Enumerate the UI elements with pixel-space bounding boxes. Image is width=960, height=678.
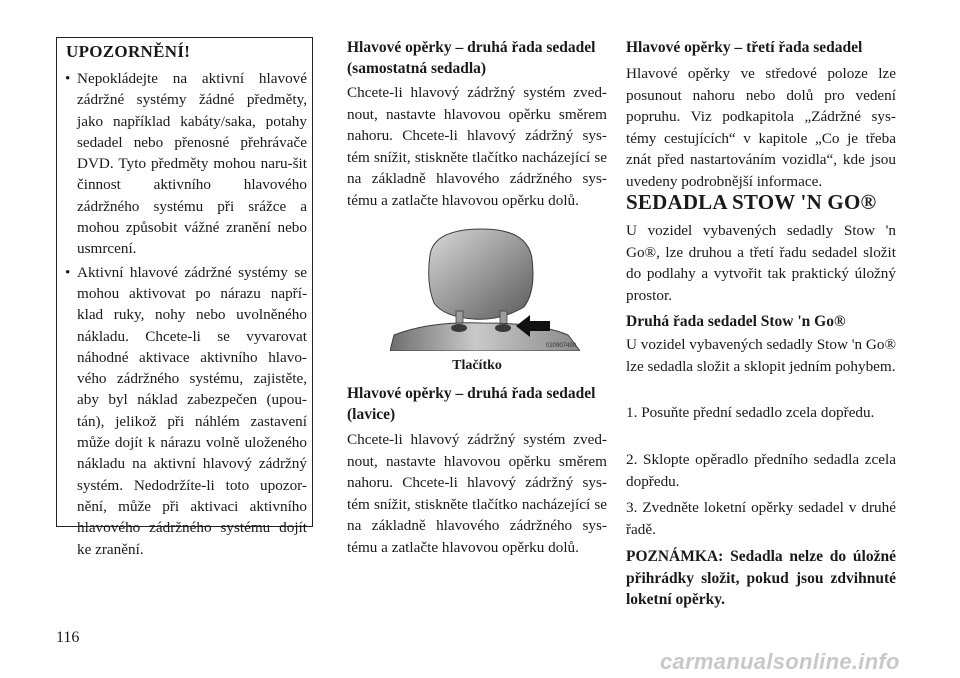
watermark: carmanualsonline.info [660, 649, 900, 674]
headrest-figure [390, 225, 580, 351]
warning-list [65, 68, 307, 562]
heading-third-row: Hlavové opěrky – třetí řada sedadel [626, 39, 863, 56]
step-3: 3. Zvedněte loketní opěrky sedadel v druhé řadě. [626, 499, 896, 538]
section-title-stow-n-go: SEDADLA STOW 'N GO® [626, 190, 877, 214]
paragraph-second-row-bench: Chcete-li hlavový zádržný systém zved-nout, nastavte hlavovou opěrku směrem nahoru. Chcete-li hlavový zádržný sys-tém snížit, stiskněte tlačítko nacházející se na základně hlavového zádržného sys-tému a zatlačte hlavovou opěrku dolů. [347, 431, 607, 556]
paragraph-third-row: Hlavové opěrky ve středové poloze lze posunout nahoru nebo dolů pro vedení popruhu. Viz podkapitola „Zádržné sys-témy cestujících“ v kapitole „Co je třeba znát před nastartováním vozidla“, kde jsou uvedeny podrobnější informace. [626, 65, 896, 190]
heading-second-row-individual: Hlavové opěrky – druhá řada sedadel (samostatná sedadla) [347, 39, 596, 77]
note: POZNÁMKA: Sedadla nelze do úložné přihrádky složit, pokud jsou zdvihnuté loketní opěrky. [626, 548, 896, 608]
warning-box [56, 37, 313, 558]
warning-item: • Aktivní hlavové zádržné systémy se mohou aktivovat po nárazu napří-klad ruky, nohy nebo uvolněného nákladu. Chcete-li se vyvarovat náhodné aktivace aktivního hlavo-vého zádržného systému, zajistěte, aby byl náklad zabezpečen (upou-tán), jelikož při náhlém zastavení může dojít k nárazu volně uloženého nákladu na aktivní hlavový zádržný systém. Nedodržíte-li toto upozor-nění, může při aktivaci aktivního hlavového zádržného systému dojít ke zranění. [65, 263, 307, 558]
figure-code: 030907490 [546, 343, 577, 349]
bullet-icon: • [65, 263, 71, 281]
heading-second-row-bench: Hlavové opěrky – druhá řada sedadel (lavice) [347, 385, 596, 423]
step-2: 2. Sklopte opěradlo předního sedadla zcela dopředu. [626, 451, 896, 490]
heading-second-row-stow: Druhá řada sedadel Stow 'n Go® [626, 313, 846, 330]
paragraph-stow-n-go-intro: U vozidel vybavených sedadly Stow 'n Go®, lze druhou a třetí řadu sedadel složit do podlahy a vytvořit tak praktický úložný prostor. [626, 222, 896, 304]
warning-title: UPOZORNĚNÍ! [66, 42, 191, 61]
warning-item: • Nepokládejte na aktivní hlavové zádržné systémy žádné předměty, jako například kabáty/saka, potahy sedadel nebo přenosné přehrávače DVD. Tyto předměty mohou naru-šit činnost aktivního hlavového zádržného systému při srážce a mohou způsobit vážné zranění nebo usmrcení. [65, 70, 307, 258]
headrest-illustration [390, 225, 580, 351]
figure-caption: Tlačítko [452, 358, 502, 373]
paragraph-second-row-individual: Chcete-li hlavový zádržný systém zved-nout, nastavte hlavovou opěrku směrem nahoru. Chcete-li hlavový zádržný sys-tém snížit, stiskněte tlačítko nacházející se na základně hlavového zádržného sys-tému a zatlačte hlavovou opěrku dolů. [347, 84, 607, 209]
step-1: 1. Posuňte přední sedadlo zcela dopředu. [626, 404, 875, 421]
bullet-icon: • [65, 70, 71, 87]
page-number: 116 [56, 629, 80, 646]
paragraph-second-row-stow: U vozidel vybavených sedadly Stow 'n Go® lze sedadla složit a sklopit jedním pohybem. [626, 336, 896, 375]
